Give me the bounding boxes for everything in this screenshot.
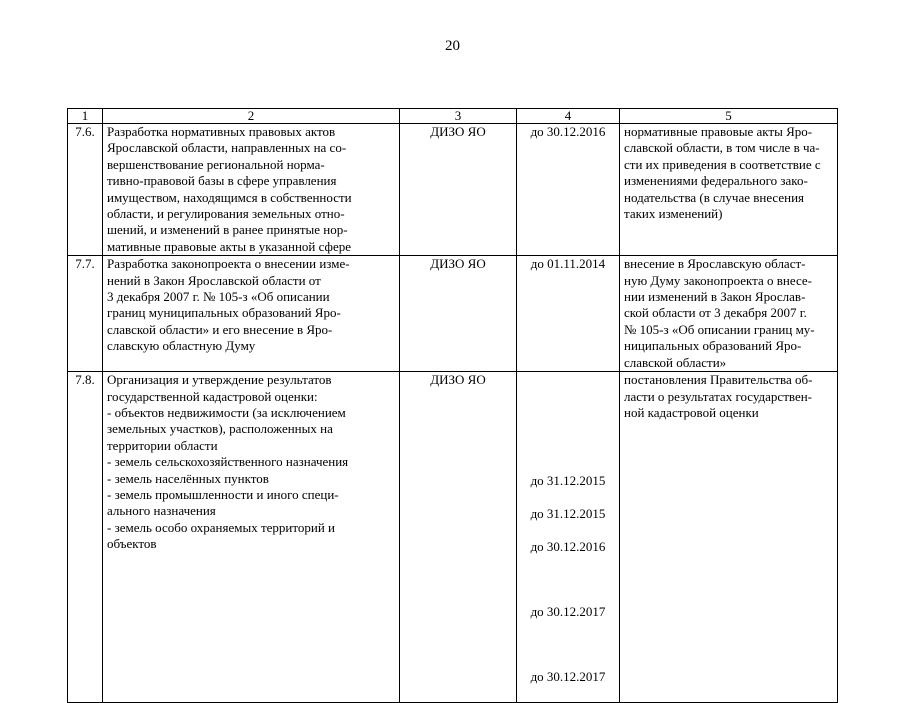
table-row (68, 256, 838, 372)
deadline: до 30.12.2016 (517, 124, 620, 256)
expected-result: постановления Правительства об- ласти о результатах государствен- ной кадастровой оценки (620, 372, 838, 703)
page-number: 20 (445, 38, 460, 54)
row-number: 7.6. (68, 124, 103, 256)
header-row (68, 109, 838, 124)
deadline-item: до 30.12.2017 (530, 668, 606, 684)
deadline: до 01.11.2014 (517, 256, 620, 372)
header-col-2: 2 (103, 109, 400, 124)
row-number: 7.7. (68, 256, 103, 372)
table-row (68, 124, 838, 256)
header-col-5: 5 (620, 109, 838, 124)
deadline-item: до 31.12.2015 (530, 505, 606, 521)
header-col-3: 3 (400, 109, 517, 124)
executor: ДИЗО ЯО (400, 372, 517, 703)
deadline-list (517, 372, 620, 703)
deadline-item: до 31.12.2015 (530, 472, 606, 488)
plan-table (67, 108, 838, 703)
row-number: 7.8. (68, 372, 103, 703)
deadline-item: до 30.12.2016 (530, 538, 606, 554)
deadline-item: до 30.12.2017 (530, 603, 606, 619)
expected-result: внесение в Ярославскую област- ную Думу законопроекта о внесе- нии изменений в Закон Ярослав- ской области от 3 декабря 2007 г. № 105-з «Об описании границ му- ниципальных образований Яро- славской области» (620, 256, 838, 372)
executor: ДИЗО ЯО (400, 124, 517, 256)
task-description: Организация и утверждение результатов государственной кадастровой оценки: - объектов недвижимости (за исключением земельных участков), расположенных на территории области - земель сельскохозяйственного назначения - земель населённых пунктов - земель промышленности и иного специ- ального назначения - земель особо охраняемых территорий и объектов (103, 372, 400, 703)
header-col-4: 4 (517, 109, 620, 124)
task-description: Разработка законопроекта о внесении изме- нений в Закон Ярославской области от 3 декабря 2007 г. № 105-з «Об описании границ муниципальных образований Яро- славской области» и его внесение в Яро- славскую областную Думу (103, 256, 400, 372)
header-col-1: 1 (68, 109, 103, 124)
task-description: Разработка нормативных правовых актов Ярославской области, направленных на со- вершенствование региональной норма- тивно-правовой базы в сфере управления имуществом, находящимся в собственности области, и регулирования земельных отно- шений, и изменений в ранее принятые нор- мативные правовые акты в указанной сфере (103, 124, 400, 256)
table-row (68, 372, 838, 703)
executor: ДИЗО ЯО (400, 256, 517, 372)
expected-result: нормативные правовые акты Яро- славской области, в том числе в ча- сти их приведения в соответствие с изменениями федерального зако- нодательства (в случае внесения таких изменений) (620, 124, 838, 256)
